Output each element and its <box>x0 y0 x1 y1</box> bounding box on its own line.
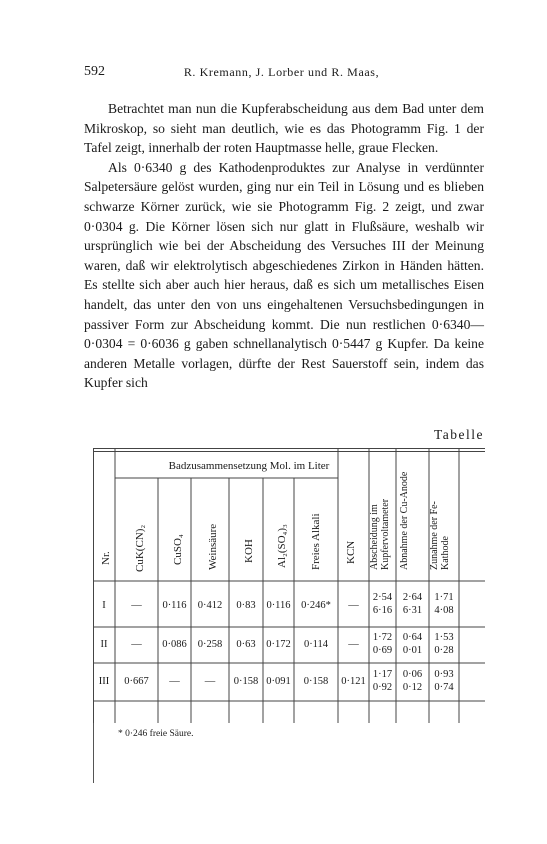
table-footnote: * 0·246 freie Säure. <box>118 729 194 739</box>
col-header-al: Al₂(SO₄)₃ <box>276 524 288 568</box>
page-header <box>84 64 479 82</box>
col-header-cuk: CuK(CN)₂ <box>134 524 146 572</box>
row-3-absch-a: 1·17 <box>372 669 393 680</box>
row-2-koh: 0·63 <box>236 639 256 650</box>
col-header-abnahme: Abnahme der Cu-Anode <box>399 471 410 570</box>
row-3-zun-a: 0·93 <box>434 669 454 680</box>
row-1-nr: I <box>102 600 106 611</box>
row-1-abn-b: 6·31 <box>402 605 423 616</box>
col-header-weinsaeure: Weinsäure <box>207 523 219 570</box>
row-1-cuso4: 0·116 <box>162 600 187 611</box>
body-text <box>84 99 484 393</box>
row-3-abn-a: 0·06 <box>402 669 423 680</box>
running-head: R. Kremann, J. Lorber und R. Maas, <box>183 65 380 79</box>
row-2-alkali: 0·114 <box>303 639 329 650</box>
row-1-absch-b: 6·16 <box>372 605 393 616</box>
row-1-zun-a: 1·71 <box>434 592 454 603</box>
row-3-cuso4: — <box>169 676 180 687</box>
row-3-cuk: 0·667 <box>124 676 149 687</box>
row-1-kcn: — <box>348 600 359 611</box>
row-3-alkali: 0·158 <box>303 676 329 687</box>
row-2-kcn: — <box>348 639 359 650</box>
row-1-cuk: — <box>131 600 142 611</box>
row-2-abn-b: 0·01 <box>402 645 423 656</box>
row-2-absch-a: 1·72 <box>372 632 393 643</box>
col-header-freies-alkali: Freies Alkali <box>310 513 322 570</box>
table-caption: Tabelle <box>433 427 484 442</box>
paragraph-1: Betrachtet man nun die Kupferabscheidung aus dem Bad unter dem Mikroskop, so sieht man deutlich, wie es das Photogramm Fig. 1 der Tafel zeigt, innerhalb der roten Hauptmasse helle, graue Flecken. <box>84 101 484 156</box>
row-3-absch-b: 0·92 <box>372 682 393 693</box>
row-1-absch-a: 2·54 <box>372 592 393 603</box>
row-2-zun-a: 1·53 <box>434 632 454 643</box>
row-1-koh: 0·83 <box>236 600 256 611</box>
row-2-nr: II <box>100 639 108 650</box>
row-3-abn-b: 0·12 <box>402 682 423 693</box>
row-3-al: 0·091 <box>266 676 291 687</box>
row-1-zun-b: 4·08 <box>434 605 454 616</box>
group-header: Badzusammensetzung Mol. im Liter <box>168 460 330 472</box>
row-2-cuk: — <box>131 639 142 650</box>
paragraph-2: Als 0·6340 g des Kathodenproduktes zur Analyse in verdünnter Salpetersäure gelöst wurden, ging nur ein Teil in Lösung und es blieben schwarze Körner zurück, wie sie Photogramm Fig. 2 zeigt, und zwar 0·0304 g. Die Körner lösen sich nur glatt in Flußsäure, weshalb wir ursprünglich wie bei der Abscheidung des Versuches III der Meinung waren, daß wir elektrolytisch abgeschiedenes Zirkon in Händen hätten. Es stellte sich aber auch hier heraus, daß es sich um metallisches Eisen handelt, das unter den von uns eingehaltenen Versuchsbedingungen in passiver Form zur Abscheidung kommt. Die nun restlichen 0·6340—0·0304 = 0·6036 g gaben schnellanalytisch 0·5447 g Kupfer. Da keine anderen Metalle vorlagen, dürfte der Rest Sauerstoff sein, indem das Kupfer sich <box>84 159 484 391</box>
col-header-nr: Nr. <box>100 551 112 565</box>
row-2-cuso4: 0·086 <box>162 639 187 650</box>
col-header-kcn: KCN <box>345 540 357 564</box>
row-1-alkali: 0·246* <box>301 600 331 611</box>
row-2-abn-a: 0·64 <box>402 632 423 643</box>
row-1-al: 0·116 <box>266 600 291 611</box>
row-3-koh: 0·158 <box>233 676 259 687</box>
col-header-abscheidung: Abscheidung im Kupfervoltameter <box>369 498 391 570</box>
row-3-zun-b: 0·74 <box>434 682 454 693</box>
row-2-zun-b: 0·28 <box>434 645 454 656</box>
page-number: 592 <box>84 64 105 79</box>
row-1-wein: 0·412 <box>197 600 223 611</box>
row-3-nr: III <box>98 676 110 687</box>
col-header-koh: KOH <box>243 539 255 563</box>
row-3-kcn: 0·121 <box>341 676 366 687</box>
row-2-absch-b: 0·69 <box>372 645 393 656</box>
row-2-al: 0·172 <box>266 639 291 650</box>
row-3-wein: — <box>204 676 216 687</box>
margin-rule <box>93 723 94 783</box>
col-header-zunahme: Zunahme der Fe-Kathode <box>429 501 451 570</box>
row-2-wein: 0·258 <box>197 639 223 650</box>
row-1-abn-a: 2·64 <box>402 592 423 603</box>
col-header-cuso4: CuSO₄ <box>172 534 184 565</box>
